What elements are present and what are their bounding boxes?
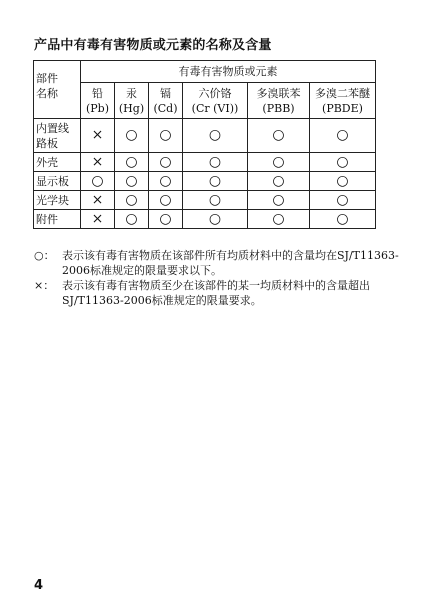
substance-status-cell: ○ (183, 210, 248, 229)
substance-group-header: 有毒有害物质或元素 (81, 61, 376, 83)
substance-status-cell: ○ (248, 172, 310, 191)
substance-name: 镉 (160, 86, 171, 100)
table-row (34, 191, 376, 210)
table-row (34, 172, 376, 191)
substance-header (115, 83, 149, 119)
substance-header (149, 83, 183, 119)
substance-status-cell: ○ (149, 172, 183, 191)
substance-status-cell: ○ (115, 210, 149, 229)
substance-status-cell: × (81, 210, 115, 229)
substance-status-cell: × (81, 153, 115, 172)
hazardous-substances-table (33, 60, 376, 229)
substance-symbol: (Cd) (153, 101, 178, 115)
substance-status-cell: ○ (310, 172, 376, 191)
substance-name: 多溴联苯 (256, 86, 301, 100)
substance-status-cell: ○ (149, 191, 183, 210)
substance-status-cell: ○ (310, 191, 376, 210)
substance-status-cell: ○ (310, 153, 376, 172)
substance-symbol: (PBDE) (322, 101, 363, 115)
substance-status-cell: ○ (149, 210, 183, 229)
substance-header (248, 83, 310, 119)
substance-status-cell: ○ (115, 172, 149, 191)
substance-status-cell: ○ (310, 210, 376, 229)
substance-name: 铅 (92, 86, 103, 100)
substance-status-cell: ○ (183, 119, 248, 153)
substance-status-cell: ○ (248, 191, 310, 210)
substance-status-cell: ○ (183, 191, 248, 210)
substance-status-cell: ○ (115, 153, 149, 172)
note-item (34, 278, 404, 308)
part-name-cell: 显示板 (34, 172, 81, 191)
part-name-cell: 外壳 (34, 153, 81, 172)
substance-header (183, 83, 248, 119)
substance-name: 多溴二苯醚 (315, 86, 370, 100)
table-row (34, 119, 376, 153)
part-name-cell: 附件 (34, 210, 81, 229)
substance-status-cell: ○ (248, 119, 310, 153)
substance-symbol: (Hg) (118, 101, 145, 115)
substance-name: 六价铬 (198, 86, 232, 100)
substance-status-cell: ○ (183, 153, 248, 172)
substance-status-cell: × (81, 119, 115, 153)
substance-status-cell: ○ (149, 119, 183, 153)
notes-section (34, 248, 404, 308)
substance-status-cell: ○ (248, 210, 310, 229)
substance-status-cell: ○ (248, 153, 310, 172)
substance-status-cell: ○ (149, 153, 183, 172)
page-number: 4 (34, 578, 44, 593)
substance-status-cell: ○ (183, 172, 248, 191)
note-symbol: ○： (34, 249, 55, 262)
substance-header (310, 83, 376, 119)
table-row (34, 153, 376, 172)
part-name-cell: 光学块 (34, 191, 81, 210)
part-name-header: 部件 名称 (34, 61, 81, 119)
substance-status-cell: ○ (115, 119, 149, 153)
note-item (34, 248, 404, 278)
note-symbol: ×： (34, 279, 55, 292)
substance-status-cell: ○ (115, 191, 149, 210)
substance-status-cell: ○ (310, 119, 376, 153)
note-text: 表示该有毒有害物质至少在该部件的某一均质材料中的含量超出SJ/T11363-2006标准规定的限量要求。 (62, 279, 370, 307)
substance-header (81, 83, 115, 119)
part-name-cell: 内置线 路板 (34, 119, 81, 153)
substance-status-cell: ○ (81, 172, 115, 191)
table-row (34, 210, 376, 229)
substance-symbol: (Cr (VI)) (191, 101, 239, 115)
substance-name: 汞 (126, 86, 137, 100)
substance-symbol: (PBB) (262, 101, 295, 115)
note-text: 表示该有毒有害物质在该部件所有均质材料中的含量均在SJ/T11363-2006标准规定的限量要求以下。 (62, 249, 399, 277)
substance-status-cell: × (81, 191, 115, 210)
page-title: 产品中有毒有害物质或元素的名称及含量 (34, 38, 272, 53)
substance-symbol: (Pb) (85, 101, 110, 115)
